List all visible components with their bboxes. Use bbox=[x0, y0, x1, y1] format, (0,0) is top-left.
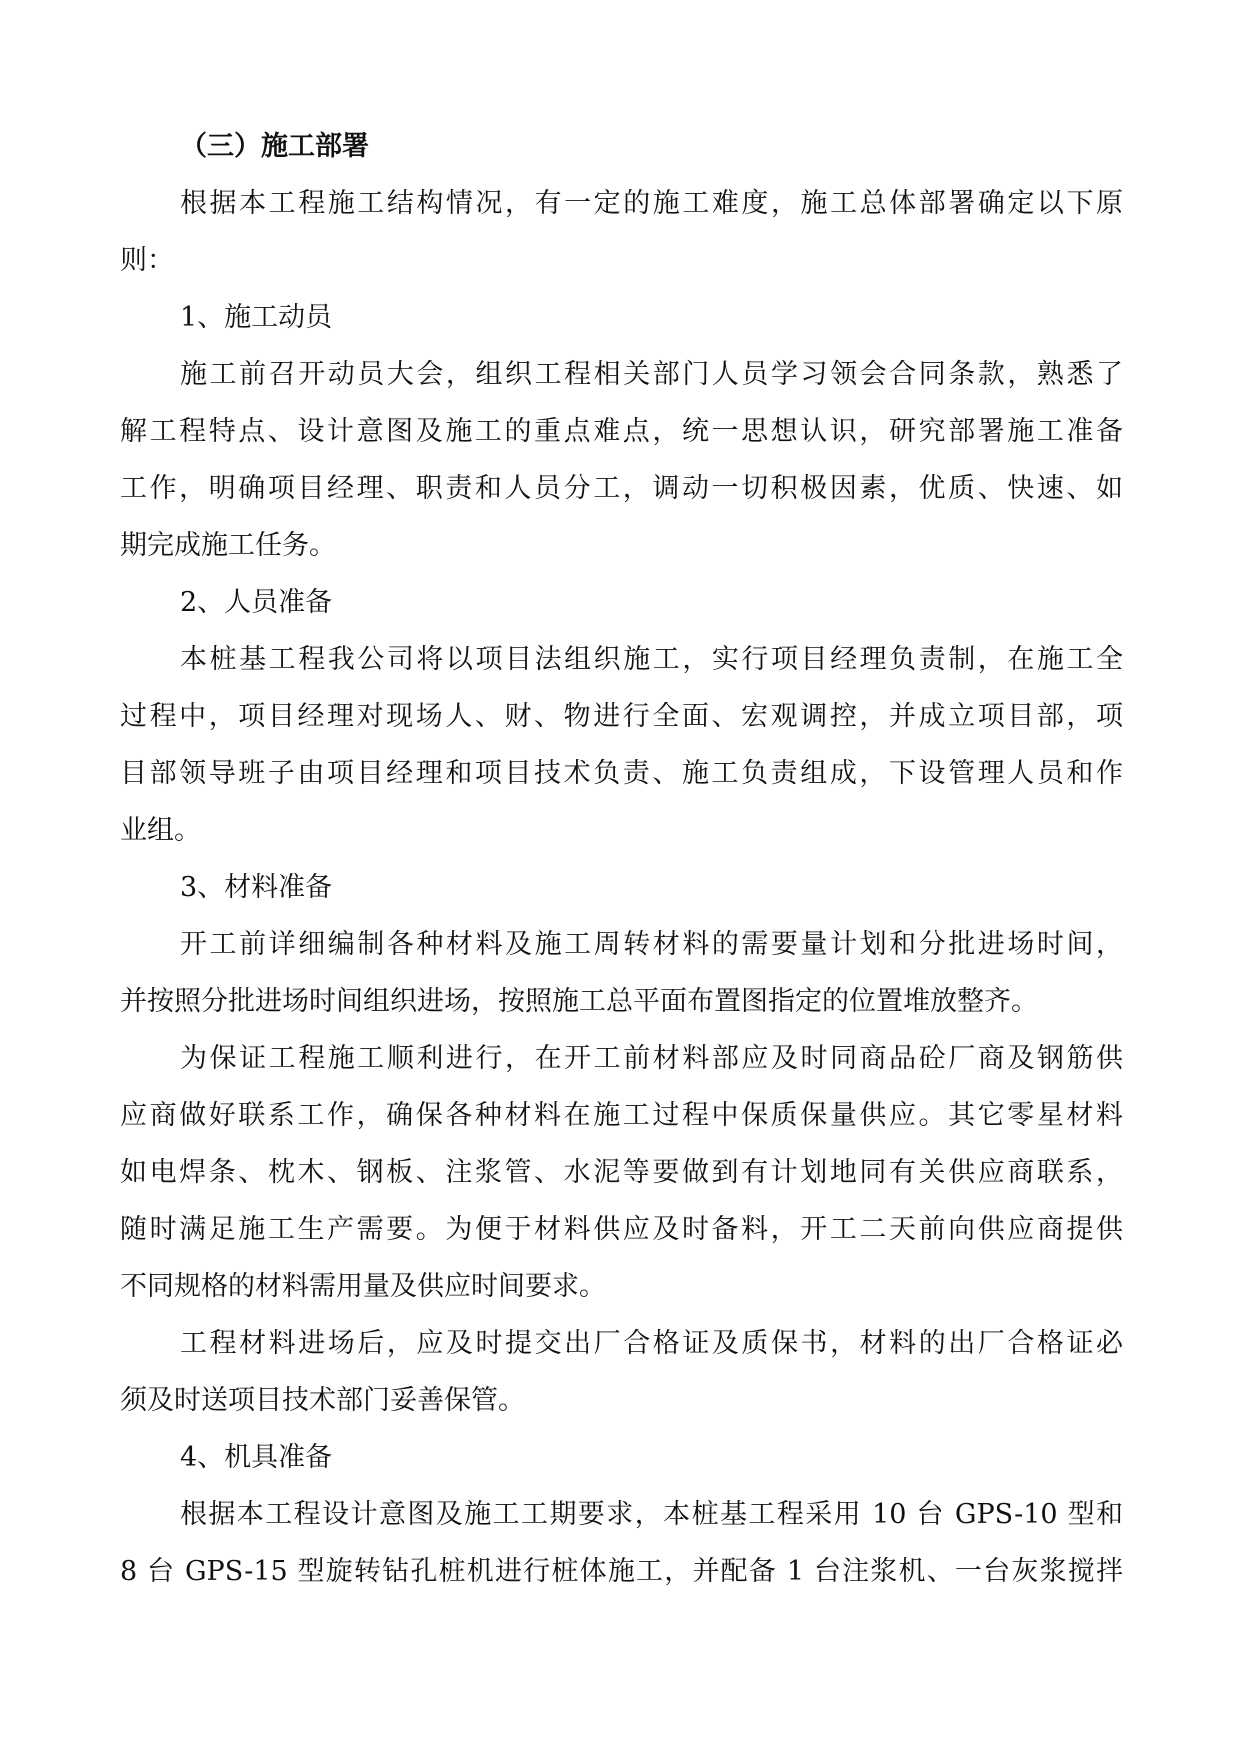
text-line: 8 台 GPS-15 型旋转钻孔桩机进行桩体施工，并配备 1 台注浆机、一台灰浆搅拌 bbox=[120, 1556, 1123, 1587]
text-line: 本桩基工程我公司将以项目法组织施工，实行项目经理负责制，在施工全 bbox=[180, 644, 1123, 675]
paragraph-s3-body-2 bbox=[120, 1030, 1123, 1315]
text-line: 根据本工程施工结构情况，有一定的施工难度，施工总体部署确定以下原 bbox=[180, 188, 1123, 219]
text-line: 过程中，项目经理对现场人、财、物进行全面、宏观调控，并成立项目部，项 bbox=[120, 701, 1123, 732]
text-line: 工程材料进场后，应及时提交出厂合格证及质保书，材料的出厂合格证必 bbox=[180, 1328, 1123, 1359]
text-line: 施工前召开动员大会，组织工程相关部门人员学习领会合同条款，熟悉了 bbox=[180, 359, 1123, 390]
text-line: 随时满足施工生产需要。为便于材料供应及时备料，开工二天前向供应商提供 bbox=[120, 1214, 1123, 1245]
section-heading: （三）施工部署 bbox=[180, 131, 369, 162]
text-line: 期完成施工任务。 bbox=[120, 530, 336, 561]
text-line: 目部领导班子由项目经理和项目技术负责、施工负责组成，下设管理人员和作 bbox=[120, 758, 1123, 789]
subsection-title-3: 3、材料准备 bbox=[180, 872, 333, 903]
text-line: 根据本工程设计意图及施工工期要求，本桩基工程采用 10 台 GPS-10 型和 bbox=[180, 1499, 1123, 1530]
text-line: 并按照分批进场时间组织进场，按照施工总平面布置图指定的位置堆放整齐。 bbox=[120, 986, 1038, 1017]
paragraph-s2-body bbox=[120, 631, 1123, 859]
subsection-title-1: 1、施工动员 bbox=[180, 302, 333, 333]
paragraph-intro bbox=[120, 175, 1123, 289]
text-line: 工作，明确项目经理、职责和人员分工，调动一切积极因素，优质、快速、如 bbox=[120, 473, 1123, 504]
document-page bbox=[120, 118, 1123, 1600]
text-line: 如电焊条、枕木、钢板、注浆管、水泥等要做到有计划地同有关供应商联系， bbox=[120, 1157, 1123, 1188]
paragraph-s3-body-3 bbox=[120, 1315, 1123, 1429]
subsection-title-2: 2、人员准备 bbox=[180, 587, 333, 618]
paragraph-s3-body-1 bbox=[120, 916, 1123, 1030]
text-line: 为保证工程施工顺利进行，在开工前材料部应及时同商品砼厂商及钢筋供 bbox=[180, 1043, 1123, 1074]
paragraph-s1-body bbox=[120, 346, 1123, 574]
text-line: 则： bbox=[120, 245, 174, 276]
text-line: 业组。 bbox=[120, 815, 201, 846]
text-line: 应商做好联系工作，确保各种材料在施工过程中保质保量供应。其它零星材料 bbox=[120, 1100, 1123, 1131]
paragraph-s4-body bbox=[120, 1486, 1123, 1600]
subsection-title-4: 4、机具准备 bbox=[180, 1442, 333, 1473]
text-line: 解工程特点、设计意图及施工的重点难点，统一思想认识，研究部署施工准备 bbox=[120, 416, 1123, 447]
text-line: 不同规格的材料需用量及供应时间要求。 bbox=[120, 1271, 606, 1302]
text-line: 开工前详细编制各种材料及施工周转材料的需要量计划和分批进场时间， bbox=[180, 929, 1123, 960]
text-line: 须及时送项目技术部门妥善保管。 bbox=[120, 1385, 525, 1416]
